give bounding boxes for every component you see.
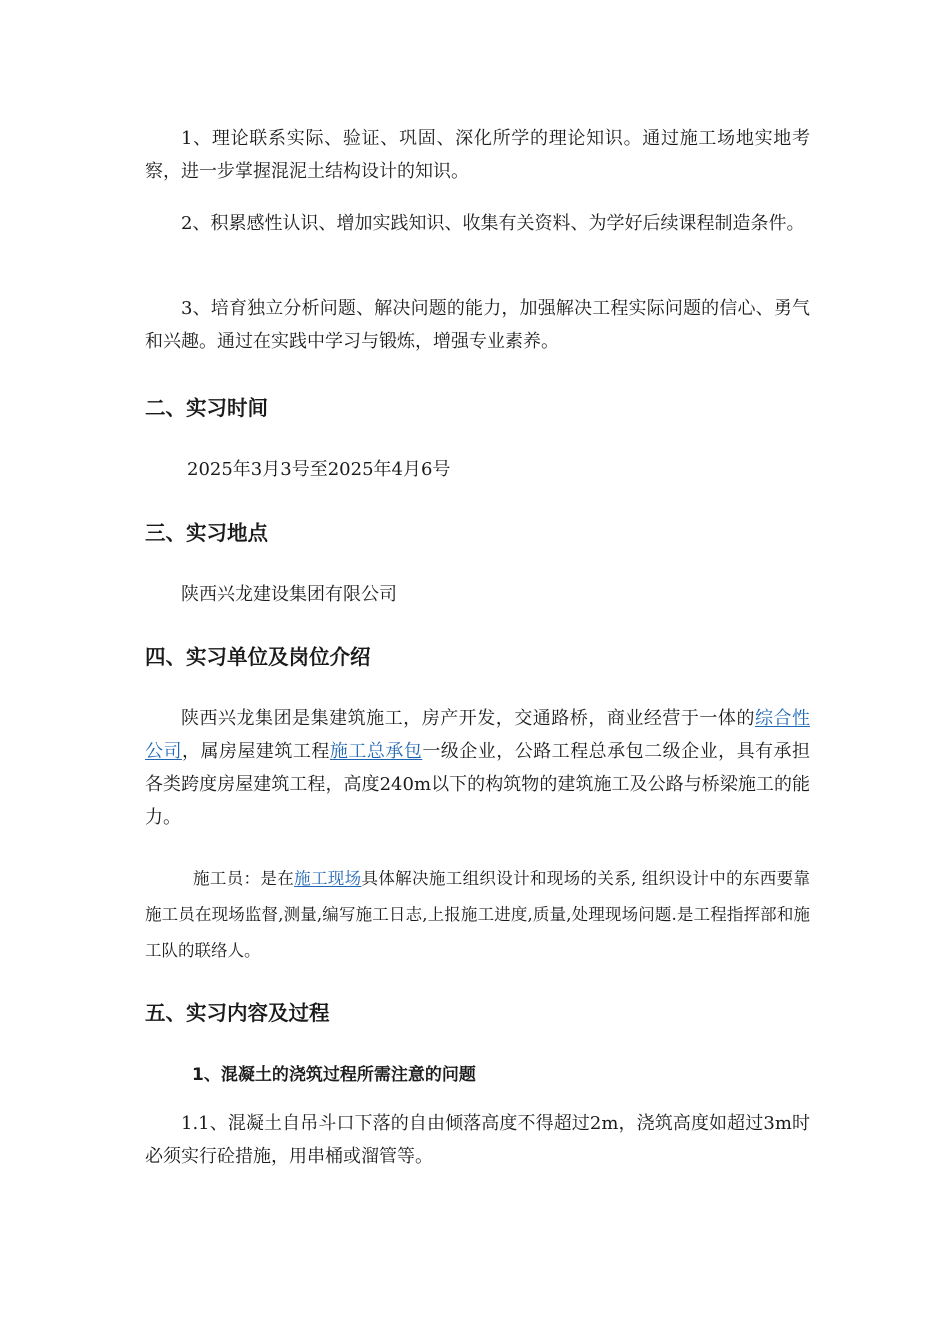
section-heading-location: 三、实习地点 <box>145 521 268 545</box>
item-1-1: 1.1、混凝土自吊斗口下落的自由倾落高度不得超过2m，浇筑高度如超过3m时必须实行砼措施，用串桶或溜管等。 <box>145 1113 810 1167</box>
internship-time: 2025年3月3号至2025年4月6号 <box>187 459 451 480</box>
company-intro <box>145 702 810 834</box>
role-intro-text-1: 施工员：是在 <box>193 869 295 888</box>
link-general-contracting[interactable]: 施工总承包 <box>329 741 423 762</box>
company-intro-text-3: 一级企业，公路工程总承包二级企业，具有承担各类跨度房屋建筑工程，高度240m以下的构筑物的建筑施工及公路与桥梁施工的能力。 <box>145 741 811 828</box>
company-intro-text-2: ，属房屋建筑工程 <box>181 741 330 762</box>
link-comprehensive-company[interactable]: 综合性公司 <box>145 708 810 762</box>
section-heading-content: 五、实习内容及过程 <box>145 1001 330 1025</box>
subsection-heading-concrete: 1、混凝土的浇筑过程所需注意的问题 <box>192 1065 476 1085</box>
role-intro <box>145 861 810 969</box>
section-heading-time: 二、实习时间 <box>145 396 268 420</box>
company-intro-text-1: 陕西兴龙集团是集建筑施工，房产开发，交通路桥，商业经营于一体的 <box>181 708 755 729</box>
objective-3: 3、培育独立分析问题、解决问题的能力，加强解决工程实际问题的信心、勇气和兴趣。通过在实践中学习与锻炼，增强专业素养。 <box>145 298 810 352</box>
internship-location: 陕西兴龙建设集团有限公司 <box>181 584 397 605</box>
objective-1: 1、理论联系实际、验证、巩固、深化所学的理论知识。通过施工场地实地考察，进一步掌握混泥土结构设计的知识。 <box>145 128 810 182</box>
role-intro-text-2: 具体解决施工组织设计和现场的关系, 组织设计中的东西要靠施工员在现场监督,测量,编写施工日志,上报施工进度,质量,处理现场问题.是工程指挥部和施工队的联络人。 <box>145 869 811 960</box>
link-construction-site[interactable]: 施工现场 <box>294 869 362 888</box>
section-heading-company: 四、实习单位及岗位介绍 <box>145 645 371 669</box>
objective-2: 2、积累感性认识、增加实践知识、收集有关资料、为学好后续课程制造条件。 <box>181 213 805 234</box>
